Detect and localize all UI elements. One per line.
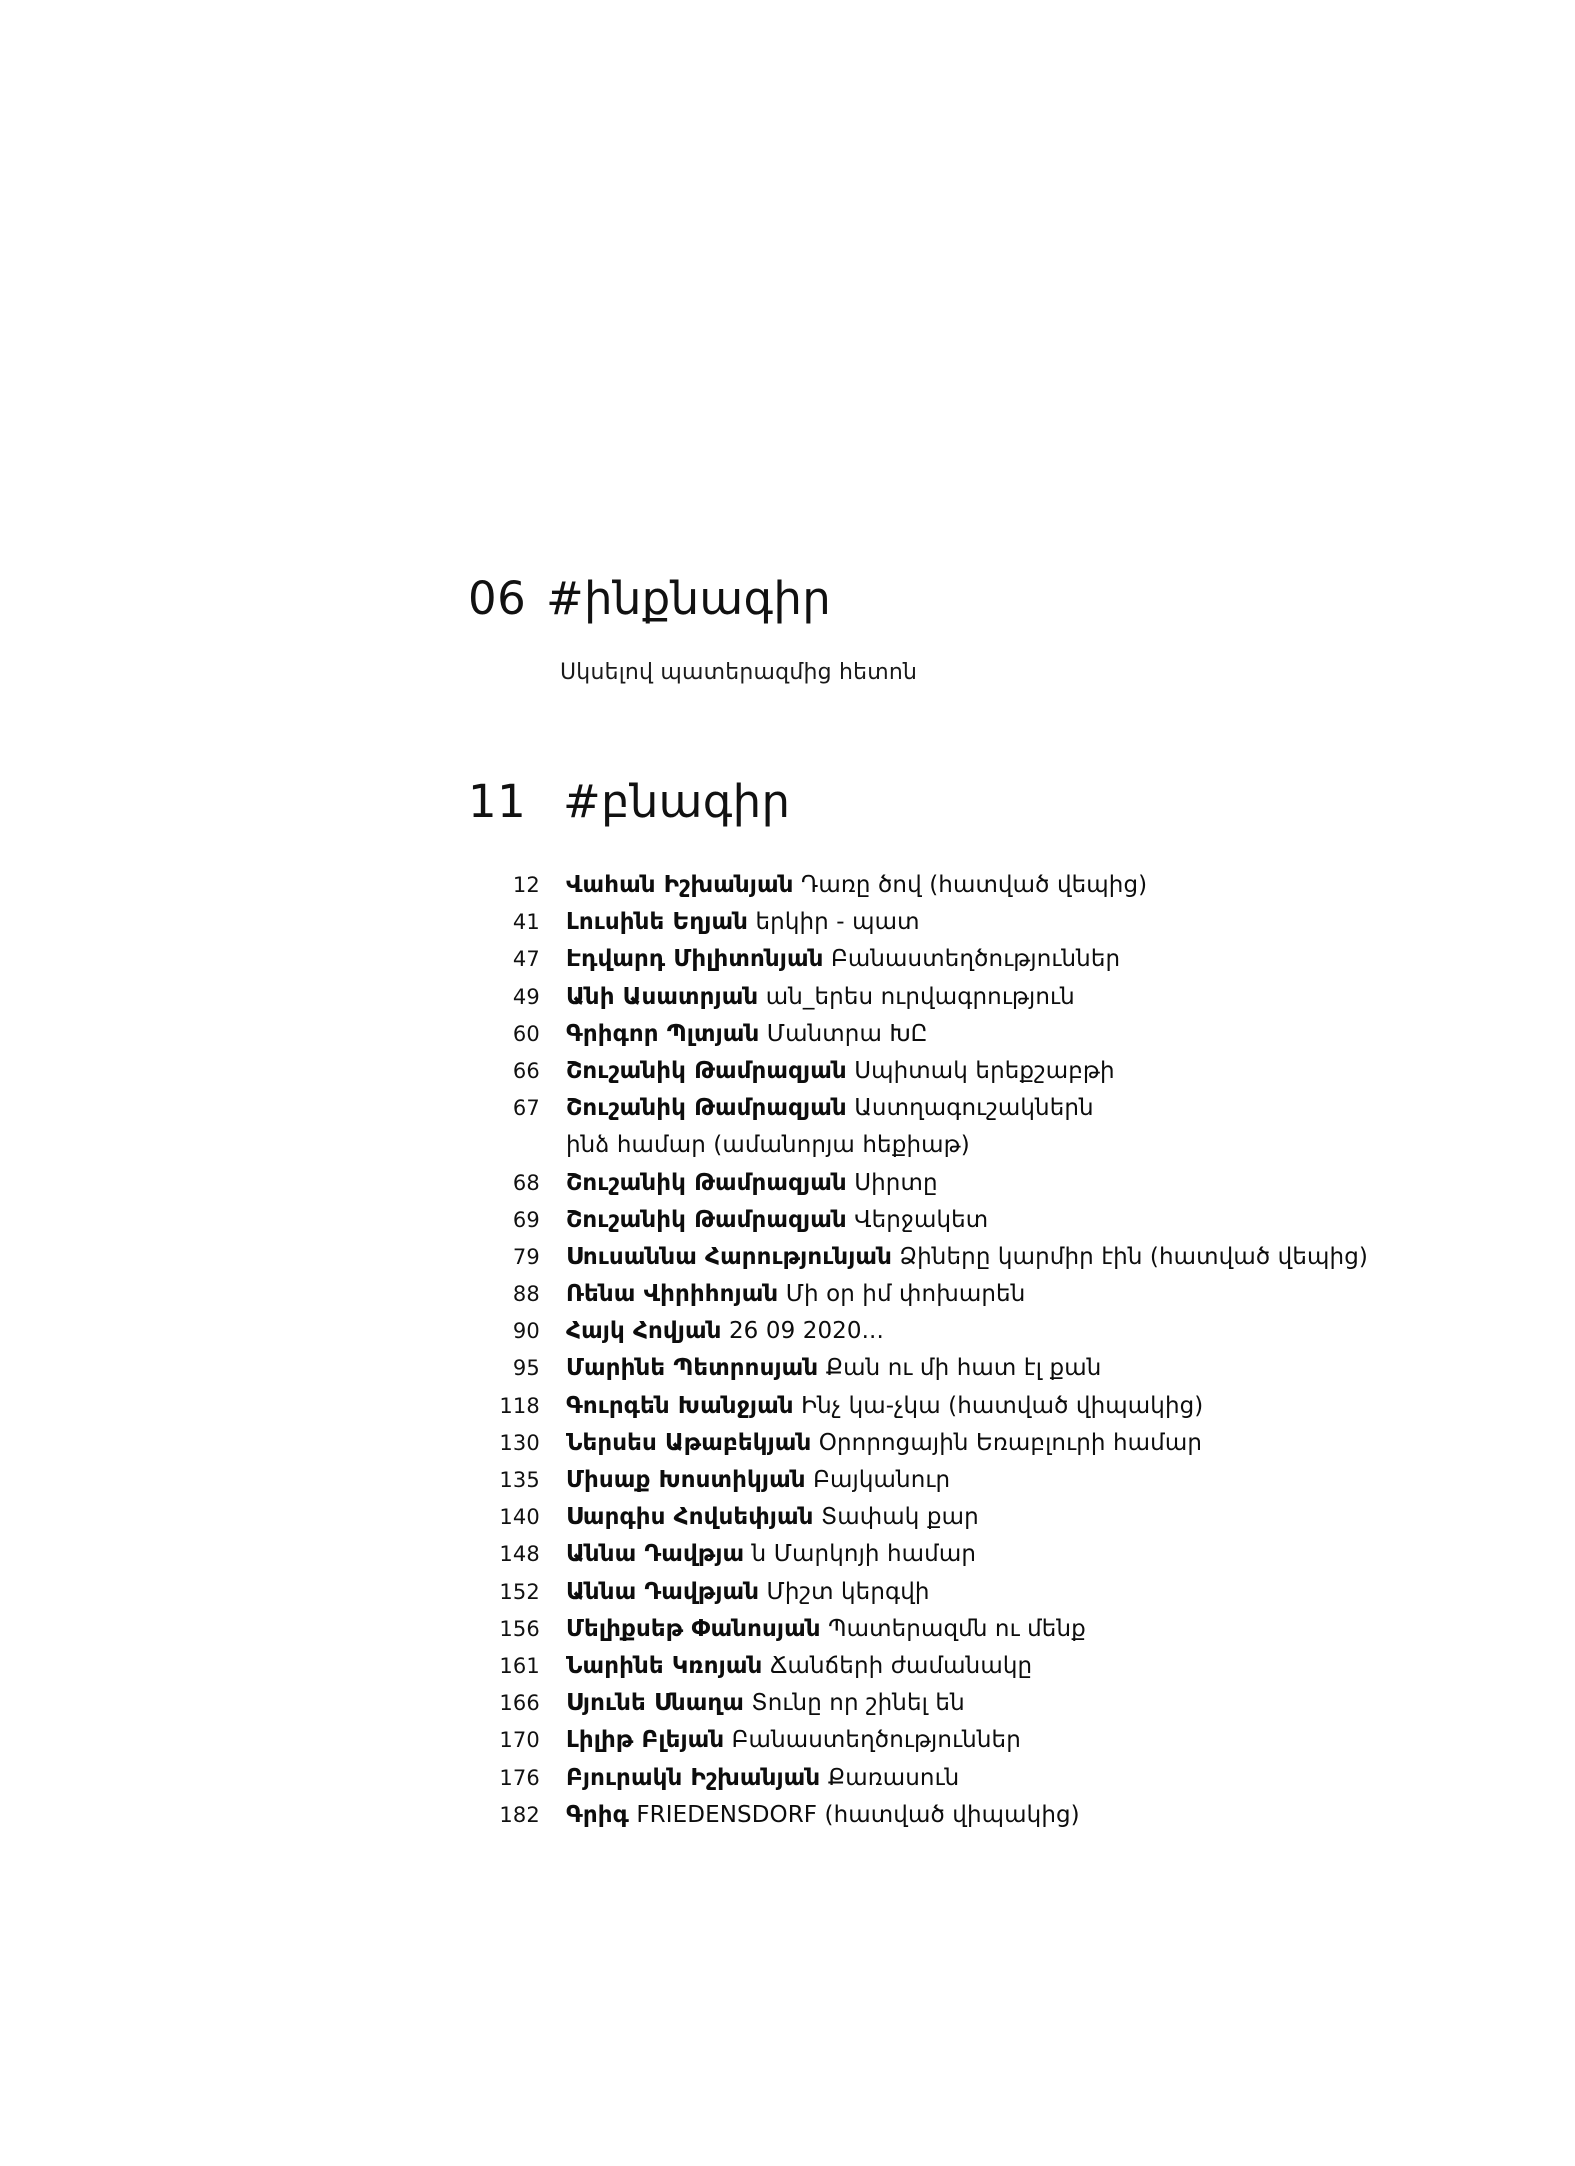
toc-entry — [566, 909, 920, 935]
chapter-heading-line — [468, 775, 1368, 828]
toc-author: Մարինե Պետրոսյան — [566, 1355, 819, 1382]
toc-author: Շուշանիկ Թամրազյան — [566, 1095, 847, 1122]
toc-entry — [566, 1541, 976, 1567]
toc-work-title: Ճանճերի ժամանակը — [769, 1652, 1033, 1679]
toc-row[interactable] — [468, 1616, 1468, 1653]
toc-work-title: Ինչ կա-չկա (հատված վիպակից) — [801, 1392, 1204, 1419]
toc-row[interactable] — [468, 1430, 1468, 1467]
toc-page-number: 166 — [499, 1691, 540, 1716]
toc-entry — [566, 1653, 1032, 1679]
toc-entry — [566, 1802, 1080, 1828]
toc-work-title: Դառը ծով (հատված վեպից) — [800, 872, 1148, 898]
toc-author: Շուշանիկ Թամրազյան — [566, 1169, 847, 1196]
toc-author: Լիլիթ Բլեյան — [566, 1727, 725, 1754]
toc-row[interactable] — [468, 1132, 1468, 1169]
toc-row[interactable] — [468, 946, 1468, 983]
toc-entry — [566, 1727, 1021, 1753]
toc-row[interactable] — [468, 1393, 1468, 1430]
toc-row[interactable] — [468, 1579, 1468, 1616]
toc-row[interactable] — [468, 1504, 1468, 1541]
toc-page-number: 88 — [512, 1282, 540, 1307]
toc-work-title: Մանտրա ԽԸ — [766, 1020, 928, 1047]
toc-page-number: 182 — [499, 1802, 540, 1827]
toc-page-number: 130 — [499, 1430, 540, 1455]
toc-author: Ներսես Աթաբեկյան — [566, 1429, 812, 1456]
chapter-heading-line — [468, 572, 1368, 625]
table-of-contents — [468, 872, 1468, 1839]
toc-work-title: Օրորոցային Եռաբլուրի համար — [818, 1429, 1203, 1456]
toc-work-title: Վերջակետ — [854, 1206, 989, 1233]
toc-work-title: Քառասուն — [827, 1764, 960, 1791]
toc-work-title: Ձիները կարմիր էին (հատված վեպից) — [899, 1243, 1368, 1270]
toc-work-title: Բանաստեղծություններ — [830, 946, 1121, 973]
toc-page-number: 79 — [512, 1244, 540, 1269]
toc-page-number: 66 — [512, 1058, 540, 1083]
toc-page-number: 140 — [499, 1505, 540, 1530]
toc-row[interactable] — [468, 1802, 1468, 1839]
toc-entry — [566, 872, 1147, 898]
toc-entry — [566, 1058, 1115, 1084]
toc-entry — [566, 1095, 1094, 1121]
toc-row[interactable] — [468, 1541, 1468, 1578]
toc-work-title: Բայկանուր — [813, 1467, 951, 1493]
toc-work-title: Սպիտակ երեքշաբթի — [854, 1057, 1115, 1084]
toc-author: Սարգիս Հովսեփյան — [566, 1504, 814, 1531]
toc-page-number: 90 — [512, 1319, 540, 1344]
toc-entry — [566, 1504, 979, 1530]
toc-page-number: 152 — [499, 1579, 540, 1604]
toc-author: Գրիգ — [566, 1801, 629, 1828]
toc-page-number: 161 — [499, 1653, 540, 1678]
toc-entry — [566, 1765, 959, 1791]
toc-entry — [566, 1430, 1202, 1456]
toc-work-title: ն Մարկոյի համար — [751, 1541, 977, 1568]
toc-author: Հայկ Հովյան — [566, 1318, 722, 1345]
chapter-number: 06 — [468, 572, 527, 625]
toc-page-number: 12 — [512, 873, 540, 897]
toc-author: Ռենա Վիրիհոյան — [566, 1281, 779, 1308]
toc-work-title: Մի օր իմ փոխարեն — [785, 1281, 1026, 1308]
chapter-heading-1 — [468, 572, 1368, 625]
toc-row[interactable] — [468, 1355, 1468, 1392]
toc-row[interactable] — [468, 1244, 1468, 1281]
toc-entry — [566, 1318, 884, 1344]
toc-entry — [566, 1393, 1203, 1419]
toc-entry — [566, 1021, 928, 1047]
toc-work-title: ինձ համար (ամանորյա հեքիաթ) — [566, 1132, 970, 1159]
toc-author: Սուսաննա Հարությունյան — [566, 1243, 892, 1270]
toc-row[interactable] — [468, 1653, 1468, 1690]
toc-page-number: 41 — [512, 910, 540, 935]
toc-work-title: Պատերազմն ու մենք — [828, 1615, 1086, 1642]
toc-entry — [566, 1616, 1086, 1642]
toc-row[interactable] — [468, 1727, 1468, 1764]
toc-entry — [566, 1579, 930, 1605]
toc-work-title: 26 09 2020... — [728, 1318, 884, 1345]
chapter-title: #ինքնագիր — [546, 572, 832, 625]
toc-page-number: 118 — [499, 1393, 540, 1418]
toc-author: Գրիգոր Պլտյան — [566, 1020, 760, 1047]
toc-entry — [566, 1355, 1101, 1381]
toc-work-title: Աստղագուշակներն — [854, 1095, 1094, 1122]
toc-author: Շուշանիկ Թամրազյան — [566, 1206, 847, 1233]
toc-work-title: Միշտ կերգվի — [766, 1578, 930, 1605]
toc-author: Գուրգեն Խանջյան — [566, 1392, 794, 1419]
toc-row[interactable] — [468, 1318, 1468, 1355]
toc-row[interactable] — [468, 1170, 1468, 1207]
toc-entry — [566, 1467, 950, 1493]
toc-row[interactable] — [468, 1281, 1468, 1318]
toc-row[interactable] — [468, 1690, 1468, 1727]
toc-author: Շուշանիկ Թամրազյան — [566, 1057, 847, 1084]
toc-page-number: 176 — [499, 1765, 540, 1790]
toc-work-title: ան_երես ուրվագրություն — [765, 983, 1075, 1010]
toc-work-title: Բանաստեղծություններ — [731, 1727, 1021, 1754]
toc-row[interactable] — [468, 1021, 1468, 1058]
toc-author: Միսաք Խոստիկյան — [566, 1467, 806, 1493]
chapter-number: 11 — [468, 775, 527, 828]
toc-work-title: երկիր - պատ — [755, 909, 920, 936]
toc-work-title: Սիրտը — [854, 1169, 938, 1196]
toc-entry — [566, 1132, 970, 1158]
toc-row[interactable] — [468, 1207, 1468, 1244]
toc-row[interactable] — [468, 984, 1468, 1021]
toc-page-number: 156 — [499, 1616, 540, 1641]
toc-author: Էդվարդ Միլիտոնյան — [566, 946, 824, 973]
toc-entry — [566, 1207, 988, 1233]
toc-page-number: 68 — [512, 1170, 540, 1195]
toc-entry — [566, 984, 1075, 1010]
toc-row[interactable] — [468, 872, 1468, 909]
toc-author: Աննա Դավթյա — [566, 1541, 745, 1568]
toc-author: Նարինե Կռոյան — [566, 1652, 763, 1679]
toc-row[interactable] — [468, 1765, 1468, 1802]
toc-page-number: 49 — [512, 984, 540, 1009]
toc-row[interactable] — [468, 1095, 1468, 1132]
toc-work-title: Քան ու մի հատ էլ քան — [825, 1355, 1102, 1382]
toc-row[interactable] — [468, 1058, 1468, 1095]
toc-work-title: Տափակ քար — [820, 1504, 979, 1531]
toc-page-number: 67 — [512, 1096, 540, 1121]
chapter-title: #բնագիր — [563, 775, 791, 828]
toc-page-number: 60 — [512, 1021, 540, 1046]
toc-author: Բյուրակն Իշխանյան — [566, 1764, 821, 1791]
toc-page-number: 95 — [512, 1356, 540, 1381]
toc-author: Լուսինե Եղյան — [566, 909, 749, 936]
toc-entry — [566, 1170, 938, 1196]
toc-page-number: 148 — [499, 1542, 540, 1567]
toc-author: Սյունե Սնաղա — [566, 1690, 744, 1717]
chapter-subtitle: Սկսելով պատերազմից հետոն — [560, 660, 918, 685]
toc-author: Աննա Դավթյան — [566, 1578, 760, 1605]
toc-page-number: 69 — [512, 1207, 540, 1232]
toc-entry — [566, 946, 1120, 972]
chapter-heading-2 — [468, 775, 1368, 828]
toc-entry — [566, 1690, 965, 1716]
toc-row[interactable] — [468, 909, 1468, 946]
toc-author: Մելիքսեթ Փանոսյան — [566, 1615, 821, 1642]
toc-page-number: 47 — [512, 947, 540, 972]
toc-work-title: Տունը որ շինել են — [751, 1690, 965, 1717]
toc-entry — [566, 1244, 1368, 1270]
toc-row[interactable] — [468, 1467, 1468, 1504]
toc-author: Անի Ասատրյան — [566, 983, 759, 1010]
toc-page-number: 135 — [499, 1468, 540, 1492]
toc-author: Վահան Իշխանյան — [566, 872, 794, 898]
toc-page-number: 170 — [499, 1728, 540, 1753]
toc-entry — [566, 1281, 1025, 1307]
toc-work-title: FRIEDENSDORF (հատված վիպակից) — [636, 1801, 1080, 1828]
